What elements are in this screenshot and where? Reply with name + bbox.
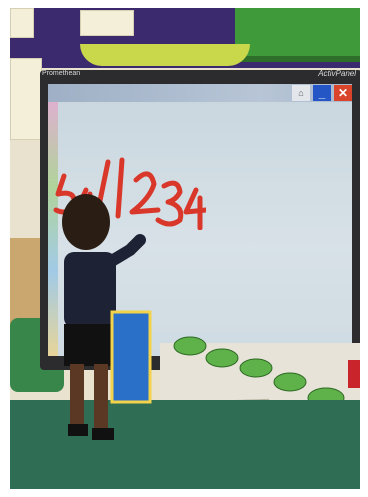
board-brand: Promethean	[42, 70, 81, 77]
child-shorts	[64, 324, 116, 366]
wall-poster	[10, 58, 42, 140]
leaf	[206, 349, 238, 367]
child-hair	[62, 194, 110, 250]
wall-poster	[10, 8, 34, 38]
child-shoe	[68, 424, 88, 436]
leaf	[274, 373, 306, 391]
digit-4-stroke	[186, 190, 206, 228]
minimize-button[interactable]: _	[313, 85, 331, 101]
child-shoe	[92, 428, 114, 440]
window-titlebar	[48, 84, 352, 102]
panel-logo: ActivPanel	[318, 69, 356, 78]
classroom-photo	[10, 8, 360, 489]
pin-icon[interactable]: ⌂	[292, 85, 310, 101]
leaf	[240, 359, 272, 377]
child-writing	[50, 192, 170, 462]
child-leg	[94, 364, 108, 428]
green-border	[235, 8, 360, 62]
wall-poster	[80, 10, 134, 36]
picture-book	[112, 312, 150, 402]
yellow-border	[80, 44, 250, 66]
child-leg	[70, 364, 84, 424]
leaf	[174, 337, 206, 355]
red-object	[348, 360, 360, 388]
child-arm	[110, 240, 140, 262]
close-button[interactable]: ✕	[334, 85, 352, 101]
